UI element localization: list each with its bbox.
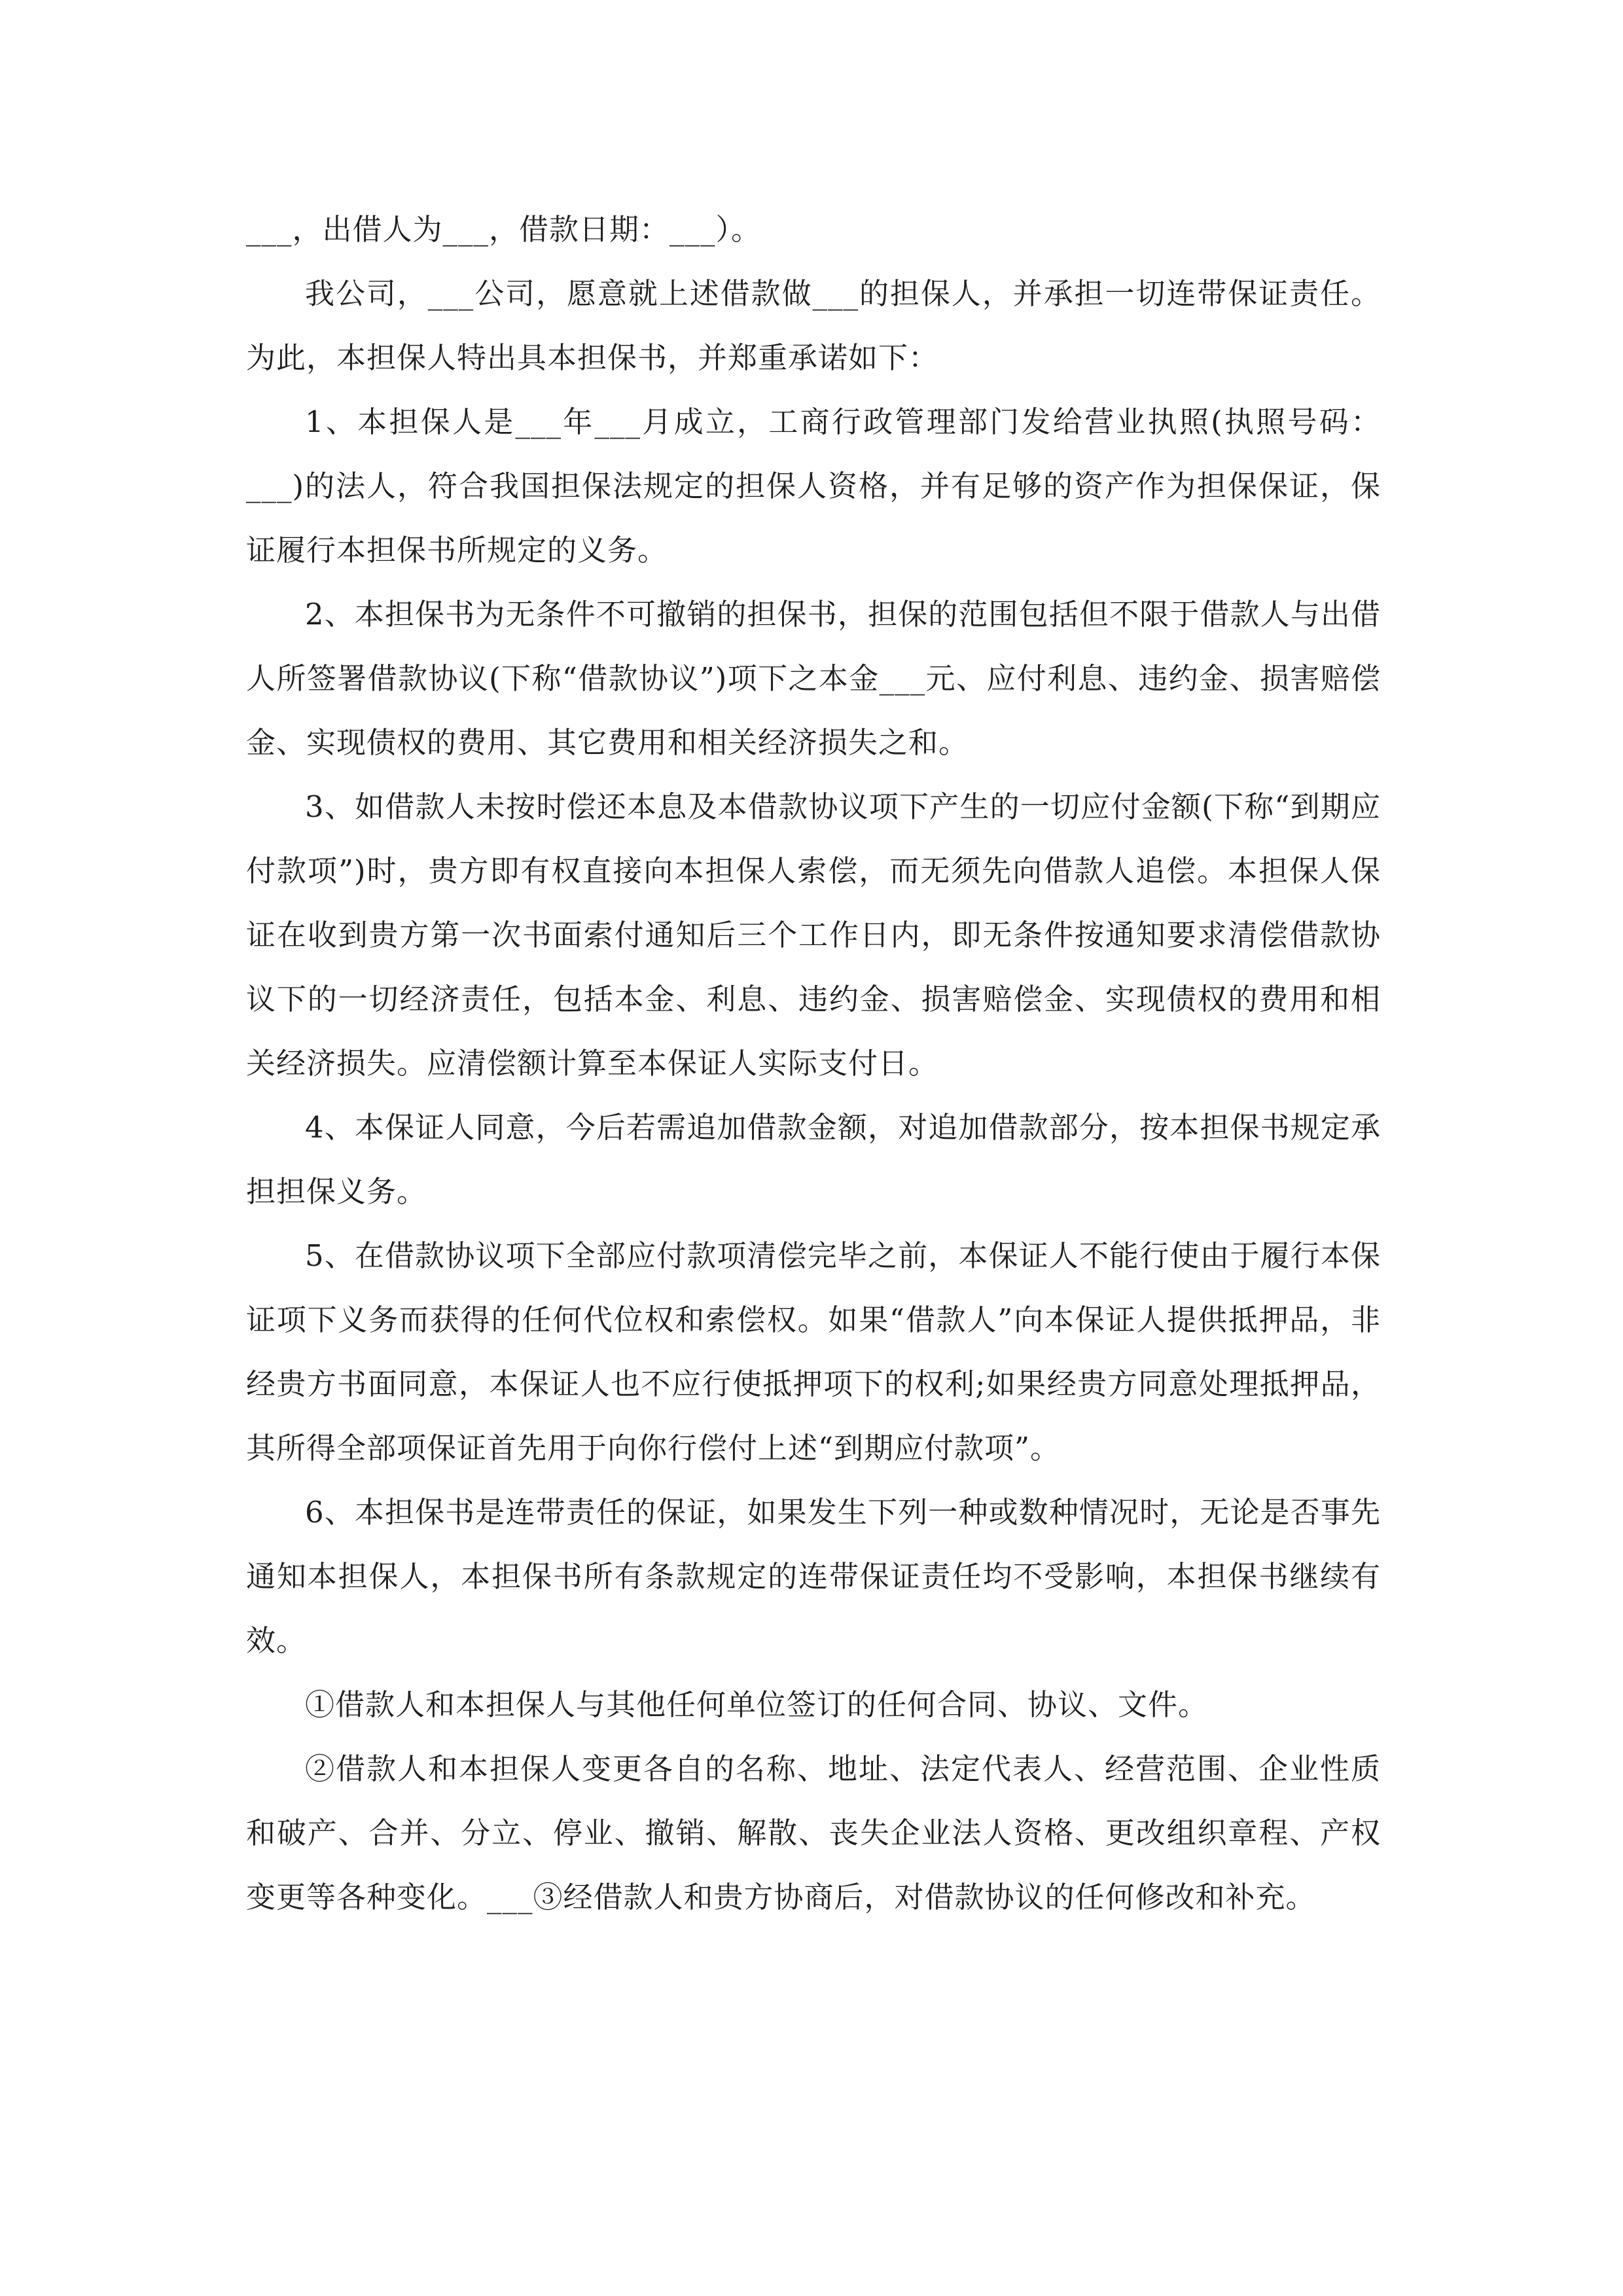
paragraph-clause-2: 2、本担保书为无条件不可撤销的担保书，担保的范围包括但不限于借款人与出借人所签署借款协议(下称“借款协议”)项下之本金___元、应付利息、违约金、损害赔偿金、实现债权的费用、其它费用和相关经济损失之和。 (246, 597, 1381, 760)
paragraph-item-1: ①借款人和本担保人与其他任何单位签订的任何合同、协议、文件。 (305, 1687, 1209, 1722)
paragraph-continuation: ___，出借人为___，借款日期：___）。 (246, 212, 762, 247)
paragraph-clause-6: 6、本担保书是连带责任的保证，如果发生下列一种或数种情况时，无论是否事先通知本担保人，本担保书所有条款规定的连带保证责任均不受影响，本担保书继续有效。 (246, 1495, 1381, 1658)
paragraph-clause-4: 4、本保证人同意，今后若需追加借款金额，对追加借款部分，按本担保书规定承担担保义务。 (246, 1110, 1381, 1209)
paragraph-guarantor-statement: 我公司，___公司，愿意就上述借款做___的担保人，并承担一切连带保证责任。为此，本担保人特出具本担保书，并郑重承诺如下： (246, 276, 1381, 375)
paragraph-clause-5: 5、在借款协议项下全部应付款项清偿完毕之前，本保证人不能行使由于履行本保证项下义务而获得的任何代位权和索偿权。如果“借款人”向本保证人提供抵押品，非经贵方书面同意，本保证人也不应行使抵押项下的权利;如果经贵方同意处理抵押品，其所得全部项保证首先用于向你行偿付上述“到期应付款项”。 (246, 1238, 1381, 1465)
document-body (246, 198, 1381, 1929)
paragraph-clause-1: 1、本担保人是___年___月成立，工商行政管理部门发给营业执照(执照号码：___)的法人，符合我国担保法规定的担保人资格，并有足够的资产作为担保保证，保证履行本担保书所规定的义务。 (246, 404, 1381, 567)
paragraph-item-2: ②借款人和本担保人变更各自的名称、地址、法定代表人、经营范围、企业性质和破产、合并、分立、停业、撤销、解散、丧失企业法人资格、更改组织章程、产权变更等各种变化。___③经借款人和贵方协商后，对借款协议的任何修改和补充。 (246, 1751, 1381, 1914)
paragraph-clause-3: 3、如借款人未按时偿还本息及本借款协议项下产生的一切应付金额(下称“到期应付款项”)时，贵方即有权直接向本担保人索偿，而无须先向借款人追偿。本担保人保证在收到贵方第一次书面索付通知后三个工作日内，即无条件按通知要求清偿借款协议下的一切经济责任，包括本金、利息、违约金、损害赔偿金、实现债权的费用和相关经济损失。应清偿额计算至本保证人实际支付日。 (246, 789, 1381, 1081)
